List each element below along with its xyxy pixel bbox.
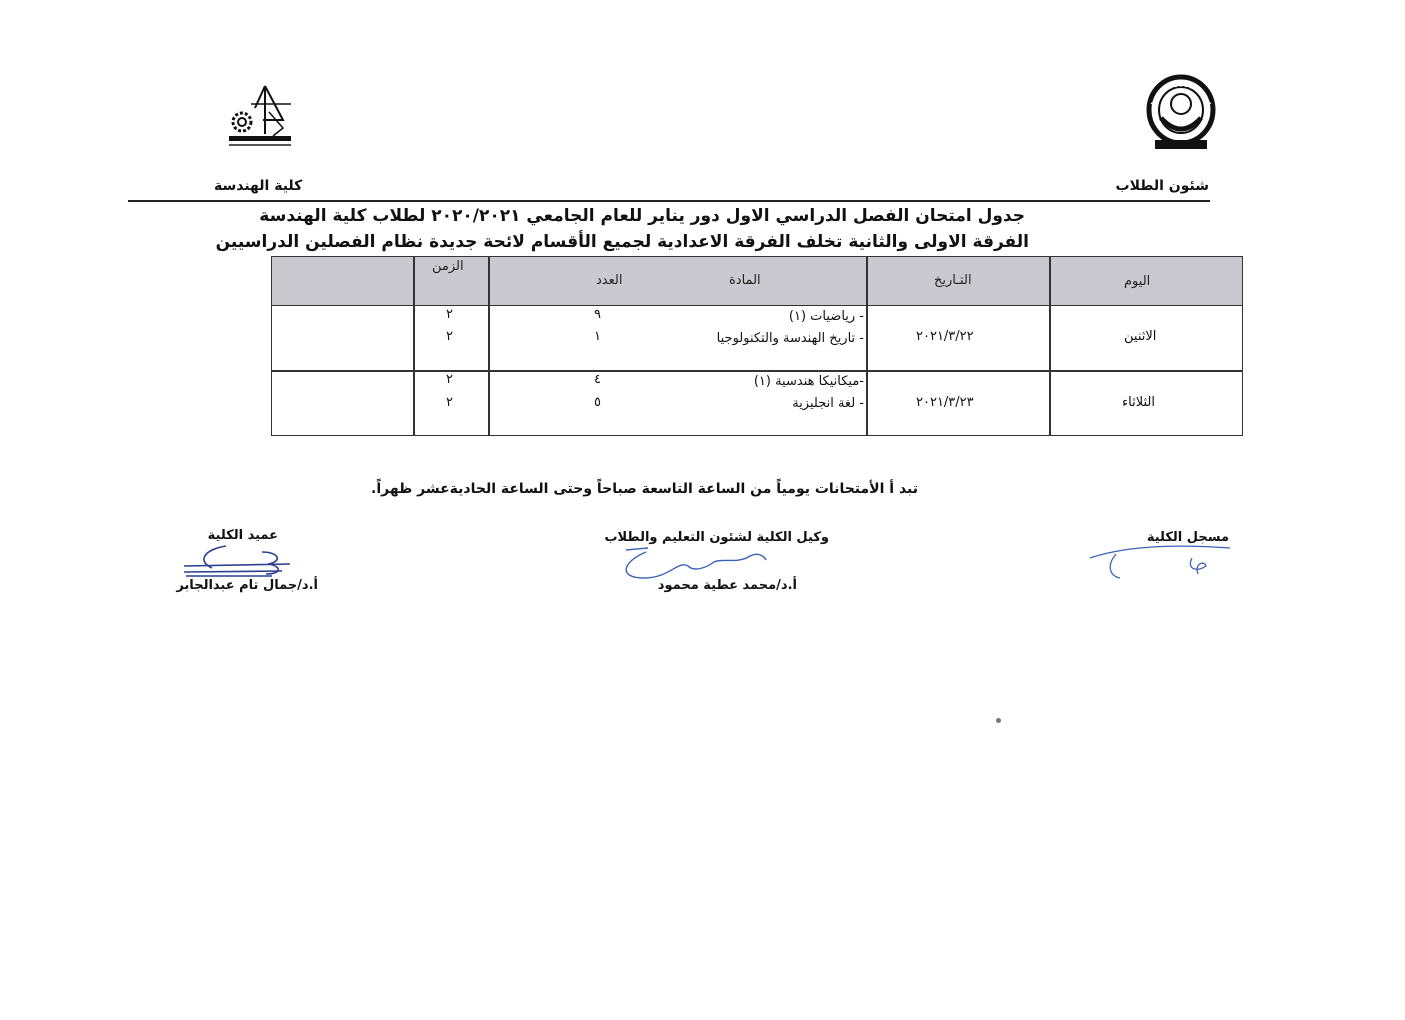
row2-day: الثلاثاء: [1122, 395, 1155, 410]
row1-date: ٢٠٢١/٣/٢٢: [916, 329, 974, 344]
scan-speck: [996, 718, 1001, 723]
dean-title: عميد الكلية: [207, 528, 278, 543]
column-divider: [866, 257, 868, 435]
vice-dean-title: وكيل الكلية لشئون التعليم والطلاب: [604, 530, 829, 545]
student-affairs-label: شئون الطلاب: [1115, 178, 1209, 194]
faculty-name-label: كلية الهندسة: [214, 178, 303, 194]
exam-schedule-table: [271, 256, 1243, 436]
row1-duration2: ٢: [446, 329, 453, 344]
row2-duration2: ٢: [446, 395, 453, 410]
row2-count1: ٤: [594, 372, 601, 387]
row2-count2: ٥: [594, 395, 601, 410]
registrar-title: مسجل الكلية: [1146, 530, 1229, 545]
column-divider: [1049, 257, 1051, 435]
row2-date: ٢٠٢١/٣/٢٣: [916, 395, 974, 410]
row1-subject2: - تاريخ الهندسة والتكنولوجيا: [716, 331, 864, 346]
row1-duration1: ٢: [446, 307, 453, 322]
column-divider: [488, 257, 490, 435]
university-logo: [1143, 74, 1219, 156]
exam-time-note: تبد أ الأمتحانات يومياً من الساعة التاسعة صباحاً وحتى الساعة الحاديةعشر ظهراً.: [371, 481, 918, 497]
header-date: التـاريخ: [934, 273, 972, 288]
faculty-logo: [225, 84, 295, 150]
row1-count2: ١: [594, 329, 601, 344]
row1-subject1: - رياضيات (١): [788, 309, 864, 324]
header-divider: [128, 200, 1210, 202]
header-day: اليوم: [1124, 274, 1151, 289]
column-divider: [413, 257, 415, 435]
row2-subject1: -ميكانيكا هندسية (١): [753, 374, 864, 389]
row2-duration1: ٢: [446, 372, 453, 387]
document-title-line1: جدول امتحان الفصل الدراسي الاول دور يناير للعام الجامعي ٢٠٢٠/٢٠٢١ لطلاب كلية الهندسة: [259, 206, 1025, 226]
header-count: العدد: [596, 273, 623, 288]
header-duration: الزمن: [432, 259, 464, 274]
row-divider: [272, 370, 1242, 372]
row1-day: الاثنين: [1124, 329, 1157, 344]
registrar-signature: [1086, 536, 1232, 584]
header-subject: المادة: [729, 273, 761, 288]
document-title-line2: الفرقة الاولى والثانية تخلف الفرقة الاعدادية لجميع الأقسام لائحة جديدة نظام الفصلين الدراسيين: [215, 232, 1029, 252]
row2-subject2: - لغة انجليزية: [792, 396, 864, 411]
row1-count1: ٩: [594, 307, 601, 322]
vice-dean-name: أ.د/محمد عطية محمود: [657, 578, 797, 593]
dean-name: أ.د/جمال تام عبدالجابر: [176, 578, 318, 593]
